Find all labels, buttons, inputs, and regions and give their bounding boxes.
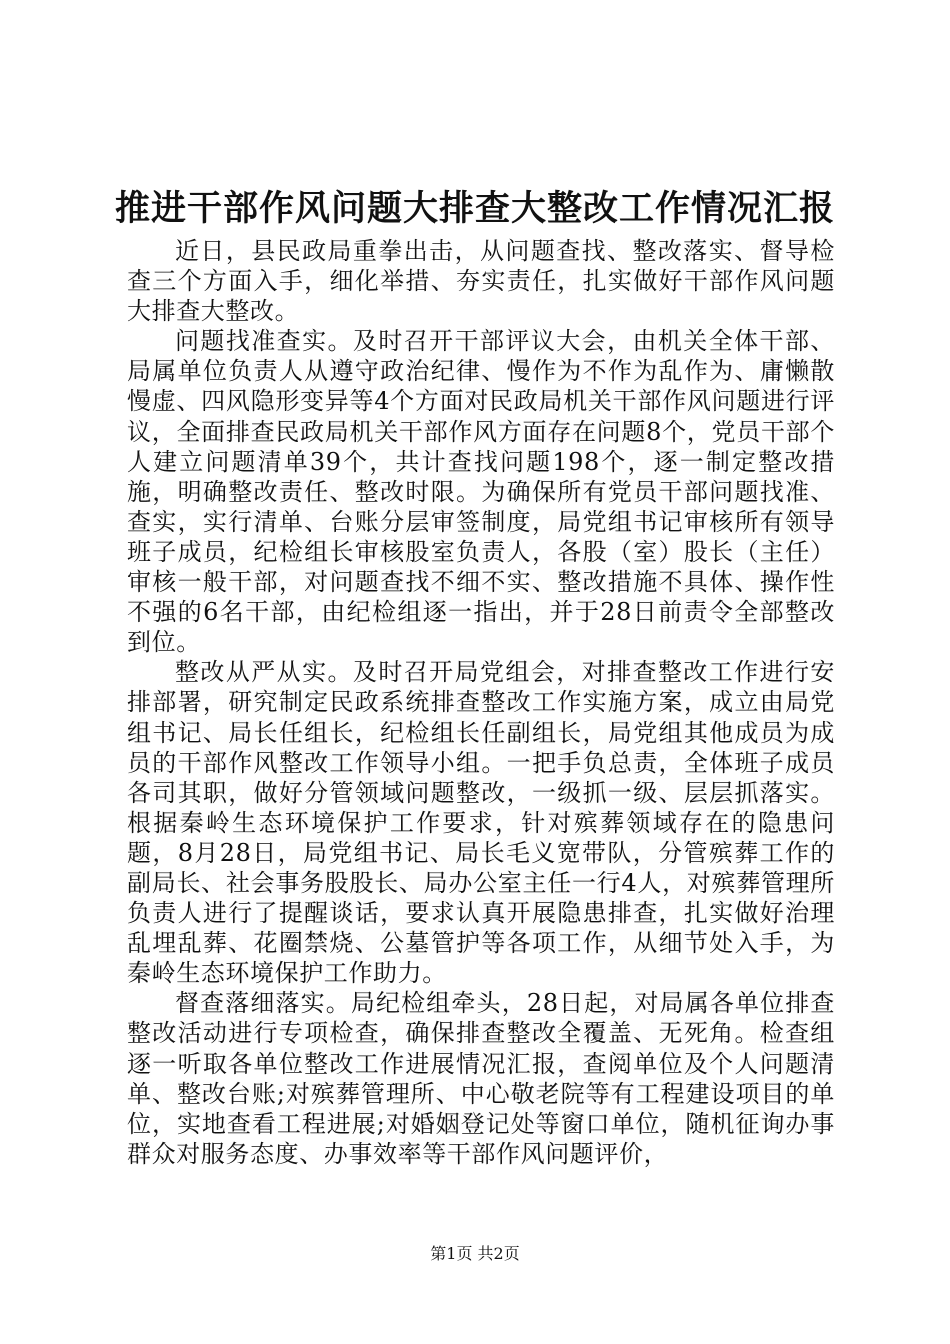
paragraph-rectification: 整改从严从实。及时召开局党组会，对排查整改工作进行安排部署，研究制定民政系统排查整改工作实施方案，成立由局党组书记、局长任组长，纪检组长任副组长，局党组其他成员为成员的干部作风整改工作领导小组。一把手负总责，全体班子成员各司其职，做好分管领域问题整改，一级抓一级、层层抓落实。根据秦岭生态环境保护工作要求，针对殡葬领域存在的隐患问题，8月28日，局党组书记、局长毛义宽带队，分管殡葬工作的副局长、社会事务股股长、局办公室主任一行4人，对殡葬管理所负责人进行了提醒谈话，要求认真开展隐患排查，扎实做好治理乱埋乱葬、花圈禁烧、公墓管护等各项工作，从细节处入手，为秦岭生态环境保护工作助力。 (127, 658, 835, 988)
page-number-footer: 第1页 共2页 (430, 1244, 520, 1263)
document-title: 推进干部作风问题大排查大整改工作情况汇报 (114, 188, 835, 229)
paragraph-problem-finding: 问题找准查实。及时召开干部评议大会，由机关全体干部、局属单位负责人从遵守政治纪律、慢作为不作为乱作为、庸懒散慢虚、四风隐形变异等4个方面对民政局机关干部作风问题进行评议，全面排查民政局机关干部作风方面存在问题8个，党员干部个人建立问题清单39个，共计查找问题198个，逐一制定整改措施，明确整改责任、整改时限。为确保所有党员干部问题找准、查实，实行清单、台账分层审签制度，局党组书记审核所有领导班子成员，纪检组长审核股室负责人，各股（室）股长（主任）审核一般干部，对问题查找不细不实、整改措施不具体、操作性不强的6名干部，由纪检组逐一指出，并于28日前责令全部整改到位。 (127, 327, 835, 657)
paragraph-supervision: 督查落细落实。局纪检组牵头，28日起，对局属各单位排查整改活动进行专项检查，确保排查整改全覆盖、无死角。检查组逐一听取各单位整改工作进展情况汇报，查阅单位及个人问题清单、整改台账;对殡葬管理所、中心敬老院等有工程建设项目的单位，实地查看工程进展;对婚姻登记处等窗口单位，随机征询办事群众对服务态度、办事效率等干部作风问题评价， (127, 989, 835, 1168)
paragraph-intro: 近日，县民政局重拳出击，从问题查找、整改落实、督导检查三个方面入手，细化举措、夯实责任，扎实做好干部作风问题大排查大整改。 (127, 237, 835, 326)
document-body (127, 236, 835, 1169)
